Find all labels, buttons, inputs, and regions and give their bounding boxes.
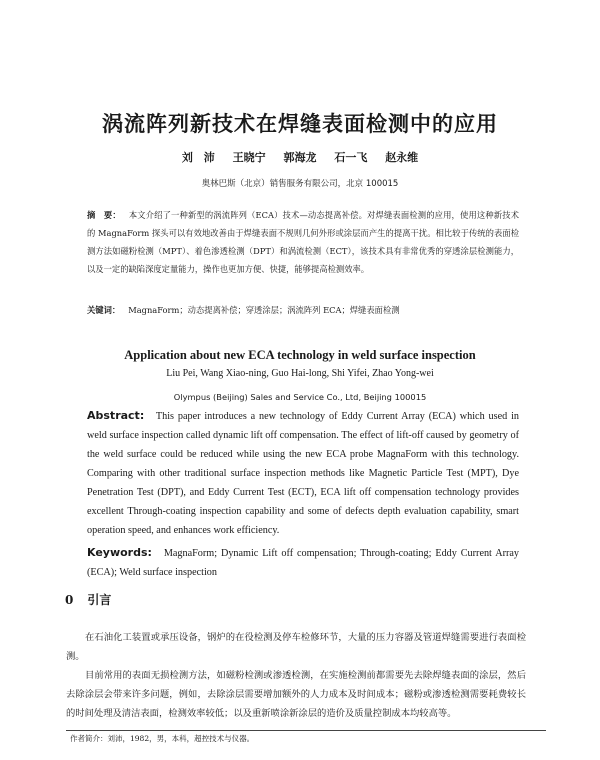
author-list-chinese xyxy=(0,149,600,165)
abstract-chinese xyxy=(87,206,519,278)
section-number: 0 xyxy=(65,593,74,607)
abstract-label-english: Abstract: xyxy=(87,409,145,422)
keywords-label-chinese: 关键词： xyxy=(87,305,121,315)
abstract-text-english: This paper introduces a new technology of Eddy Current Array (ECA) which used in weld surface inspection called dynamic lift off compensation. The effect of lift-off caused by geometry of the weld surface could be reduced while using the new ECA probe MagnaForm with this technology. Comparing with other traditional surface inspection methods like Magnetic Particle Test (MPT), Dye Penetration Test (DPT), and Eddy Current Test (ECT), ECA lift off compensation technology provides excellent Through-coating inspection capability and some of defects depth evaluation capability, smart operation speed, and enhances work efficiency. xyxy=(87,411,519,536)
keywords-chinese xyxy=(87,304,519,316)
author-list-english: Liu Pei, Wang Xiao-ning, Guo Hai-long, Shi Yifei, Zhao Yong-wei xyxy=(166,368,434,379)
abstract-english xyxy=(87,406,519,540)
paper-title-chinese: 涡流阵列新技术在焊缝表面检测中的应用 xyxy=(102,111,498,136)
keywords-text-chinese: MagnaForm；动态提离补偿；穿透涂层；涡流阵列 ECA；焊缝表面检测 xyxy=(128,305,400,315)
affiliation-chinese: 奥林巴斯（北京）销售服务有限公司，北京 100015 xyxy=(201,179,399,189)
body-paragraph: 在石油化工装置或承压设备，钢炉的在役检测及停车检修环节，大量的压力容器及管道焊缝需要进行表面检测。 xyxy=(66,632,526,662)
section-title: 引言 xyxy=(87,593,112,607)
author-name: 赵永维 xyxy=(385,151,419,164)
author-name: 石一飞 xyxy=(334,151,368,164)
affiliation-english: Olympus (Beijing) Sales and Service Co., Ltd, Beijing 100015 xyxy=(173,392,427,402)
paper-title-english: Application about new ECA technology in weld surface inspection xyxy=(124,348,476,362)
author-name: 郭海龙 xyxy=(283,151,317,164)
keywords-english xyxy=(87,543,519,582)
author-name: 刘 沛 xyxy=(181,151,215,164)
section-heading xyxy=(65,591,111,608)
body-paragraph: 目前常用的表面无损检测方法，如磁粉检测或渗透检测，在实施检测前都需要先去除焊缝表面的涂层，然后去除涂层会带来许多问题，例如，去除涂层需要增加额外的人力成本及时间成本；磁粉或渗透检测需要耗费较长的时间处理及清洁表面，检测效率较低；以及重新喷涂新涂层的造价及质量控制成本均较高等。 xyxy=(66,670,526,719)
footnote-author-bio: 作者简介：刘沛，1982，男，本科，超控技术与仪器。 xyxy=(70,734,255,743)
footnote-divider xyxy=(66,730,546,731)
keywords-label-english: Keywords: xyxy=(87,546,152,559)
abstract-text-chinese: 本文介绍了一种新型的涡流阵列（ECA）技术—动态提离补偿。对焊缝表面检测的应用，使用这种新技术的 MagnaForm 探头可以有效地改善由于焊缝表面不规则几何外形或涂层而产生的提离干扰。相比较于传统的表面检测方法如磁粉检测（MPT）、着色渗透检测（DPT）和涡流检测（ECT），该技术具有非常优秀的穿透涂层检测能力，以及一定的缺陷深度定量能力，操作也更加方便、快捷，能够提高检测效率。 xyxy=(87,210,519,274)
author-name: 王晓宁 xyxy=(232,151,266,164)
abstract-label-chinese: 摘 要： xyxy=(87,210,121,220)
keywords-text-english: MagnaForm; Dynamic Lift off compensation; Through-coating; Eddy Current Array (ECA); Weld surface inspection xyxy=(87,548,519,578)
